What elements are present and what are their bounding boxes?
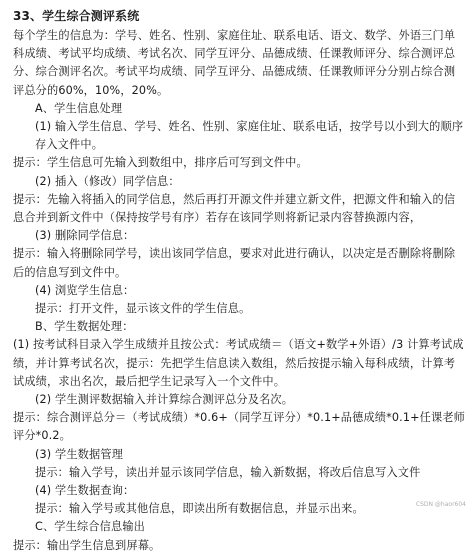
section-b-item-1: (1) 按考试科目录入学生成绩并且按公式：考试成绩＝（语文+数学+外语）/3 计算考试成绩，并计算考试名次，提示：先把学生信息读入数组，然后按提示输入每科成绩，计算考试成绩，求出名次，最后把学生记录写入一个文件中。: [13, 338, 464, 388]
section-a-heading: A、学生信息处理: [35, 101, 123, 115]
section-c-heading: C、学生综合信息输出: [35, 520, 145, 534]
section-a-item-2: (2) 插入（修改）同学信息：: [35, 174, 180, 188]
section-a-item-1: (1) 输入学生信息、学号、姓名、性别、家庭住址、联系电话，按学号以小到大的顺序存入文件中。: [35, 120, 464, 152]
intro-paragraph: 每个学生的信息为：学号、姓名、性别、家庭住址、联系电话、语文、数学、外语三门单科成绩、考试平均成绩、考试名次、同学互评分、品德成绩、任课教师评分、综合测评总分、综合测评名次。考试平均成绩、同学互评分、品德成绩、任课教师评分分别占综合测评总分的60%，10%，20%。: [13, 29, 456, 97]
section-b-hint-2: 提示：综合测评总分＝（考试成绩）*0.6+（同学互评分）*0.1+品德成绩*0.1+任课老师评分*0.2。: [13, 411, 465, 443]
section-a-hint-2: 提示：先输入将插入的同学信息，然后再打开源文件并建立新文件，把源文件和输入的信息合并到新文件中（保持按学号有序）若存在该同学则将新记录内容替换源内容，: [13, 192, 456, 225]
section-b-hint-3: 提示：输入学号，读出并显示该同学信息，输入新数据，将改后信息写入文件: [35, 465, 421, 479]
section-b-hint-4: 提示：输入学号或其他信息，即读出所有数据信息，并显示出来。: [35, 502, 364, 516]
section-a-hint-1: 提示：学生信息可先输入到数组中，排序后可写到文件中。: [13, 156, 308, 170]
section-b-item-2: (2) 学生测评数据输入并计算综合测评总分及名次。: [35, 393, 294, 407]
section-a-item-3: (3) 删除同学信息：: [35, 229, 135, 243]
section-c-hint: 提示：输出学生信息到屏幕。: [13, 538, 161, 552]
section-a-hint-3: 提示：输入将删除同学号，读出该同学信息，要求对此进行确认，以决定是否删除将删除后的信息写到文件中。: [13, 247, 456, 279]
document-body: [13, 6, 465, 555]
document-title: 33、学生综合测评系统: [13, 9, 140, 23]
section-a-hint-4: 提示：打开文件，显示该文件的学生信息。: [35, 302, 251, 316]
section-a-item-4: (4) 浏览学生信息：: [35, 283, 135, 297]
watermark: CSDN @haor604: [415, 501, 466, 508]
section-b-heading: B、学生数据处理：: [35, 320, 134, 334]
section-b-item-3: (3) 学生数据管理: [35, 447, 124, 461]
section-b-item-4: (4) 学生数据查询：: [35, 484, 135, 498]
